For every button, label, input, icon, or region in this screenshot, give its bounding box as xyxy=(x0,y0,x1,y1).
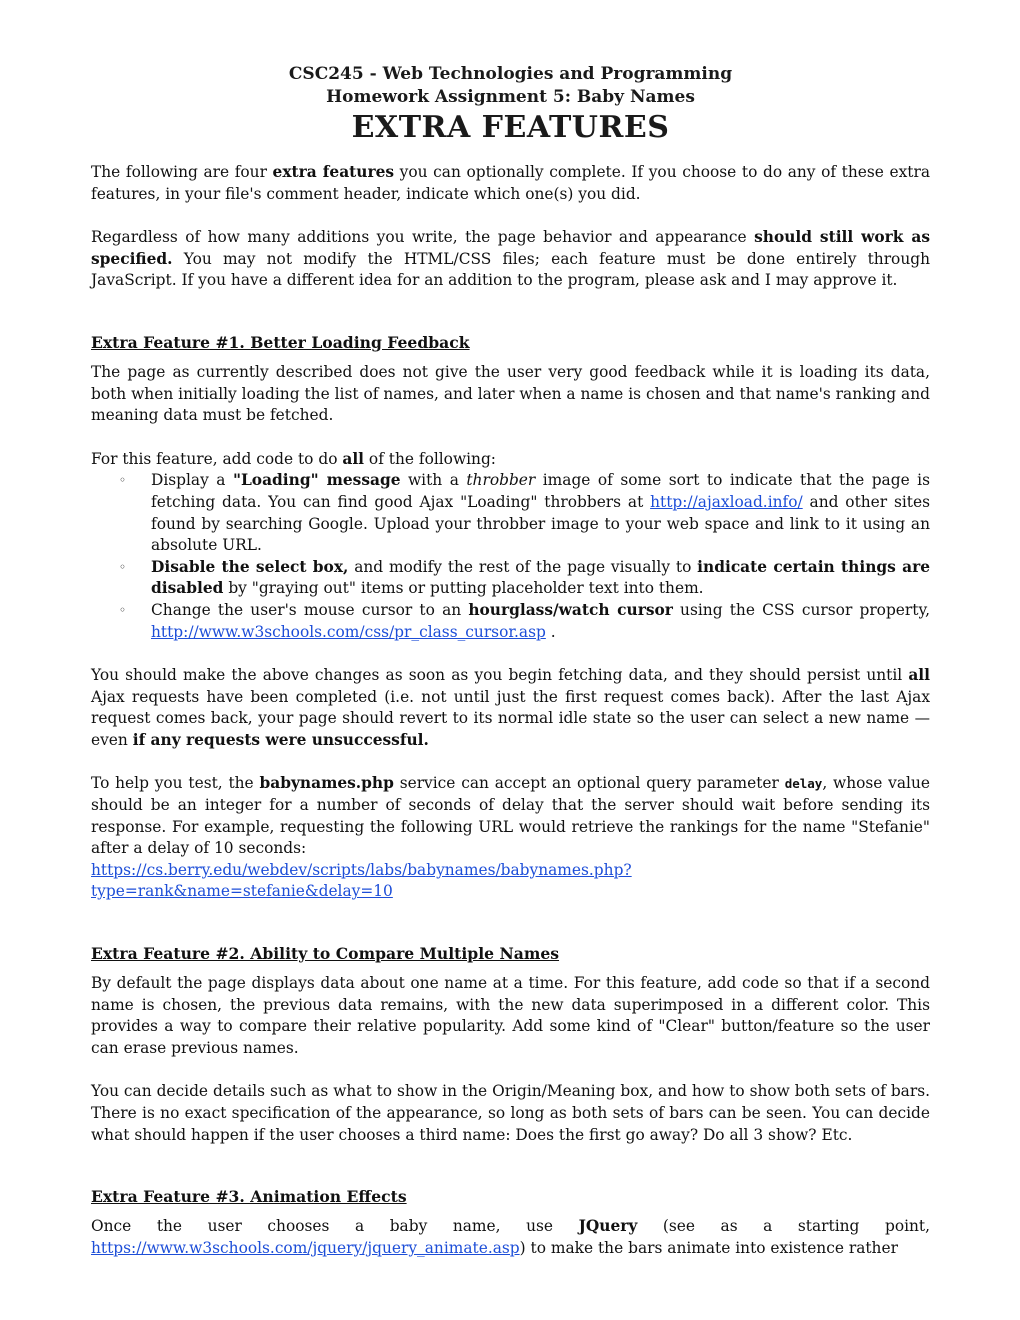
bullet-icon: ◦ xyxy=(119,602,127,617)
feature-3-paragraph-1: Once the user chooses a baby name, use JQuery (see as a starting point, https://www.w3schools.com/jquery/jquery_animate.asp) to make the bars animate into existence rather xyxy=(91,1217,930,1257)
assignment-title: Homework Assignment 5: Baby Names xyxy=(326,87,695,107)
feature-1-paragraph-2: For this feature, add code to do all of the following: xyxy=(91,449,496,468)
jquery-animate-link[interactable]: https://www.w3schools.com/jquery/jquery_animate.asp xyxy=(91,1238,520,1257)
course-title: CSC245 - Web Technologies and Programming xyxy=(288,64,733,84)
feature-1-paragraph-4: To help you test, the babynames.php service can accept an optional query parameter delay, whose value should be an integer for a number of seconds of delay that the server should wait before sending its response. For example, requesting the following URL would retrieve the rankings for the name "Stefanie" after a delay of 10 seconds: https://cs.berry.edu/webdev/scripts/labs/babynames/babynames.php?type=rank&name=stefanie&delay=10 xyxy=(91,774,930,901)
feature-1-paragraph-1: The page as currently described does not give the user very good feedback while it is loading its data, both when initially loading the list of names, and later when a name is chosen and that name's ranking and meaning data must be fetched. xyxy=(91,362,930,425)
intro-paragraph-2: Regardless of how many additions you write, the page behavior and appearance should still work as specified. You may not modify the HTML/CSS files; each feature must be done entirely through JavaScript. If you have a different idea for an addition to the program, please ask and I may approve it. xyxy=(91,228,930,290)
feature-1-list xyxy=(91,470,930,643)
delay-example-link[interactable]: https://cs.berry.edu/webdev/scripts/labs/babynames/babynames.php?type=rank&name=stefanie&delay=10 xyxy=(91,860,632,901)
document-page xyxy=(91,62,930,1259)
feature-2-heading: Extra Feature #2. Ability to Compare Multiple Names xyxy=(91,944,560,964)
list-item: ◦ Change the user's mouse cursor to an hourglass/watch cursor using the CSS cursor property, http://www.w3schools.com/css/pr_class_cursor.asp . xyxy=(119,600,930,641)
feature-1-paragraph-3: You should make the above changes as soon as you begin fetching data, and they should persist until all Ajax requests have been completed (i.e. not until just the first request comes back). After the last Ajax request comes back, your page should revert to its normal idle state so the user can select a new name — even if any requests were unsuccessful. xyxy=(91,666,930,749)
page-title: EXTRA FEATURES xyxy=(351,110,670,145)
bullet-icon: ◦ xyxy=(119,559,127,574)
ajaxload-link[interactable]: http://ajaxload.info/ xyxy=(650,492,803,511)
bullet-icon: ◦ xyxy=(119,473,127,488)
list-item: ◦ Display a "Loading" message with a throbber image of some sort to indicate that the page is fetching data. You can find good Ajax "Loading" throbbers at http://ajaxload.info/ and other sites found by searching Google. Upload your throbber image to your web space and link to it using an absolute URL. xyxy=(119,471,931,555)
feature-2-paragraph-1: By default the page displays data about one name at a time. For this feature, add code so that if a second name is chosen, the previous data remains, with the new data superimposed in a different color. This provides a way to compare their relative popularity. Add some kind of "Clear" button/feature so the user can erase previous names. xyxy=(91,974,930,1057)
intro-paragraph-1: The following are four extra features you can optionally complete. If you choose to do any of these extra features, in your file's comment header, indicate which one(s) you did. xyxy=(91,163,930,203)
w3schools-cursor-link[interactable]: http://www.w3schools.com/css/pr_class_cursor.asp xyxy=(151,622,546,641)
list-item: ◦ Disable the select box, and modify the rest of the page visually to indicate certain things are disabled by "graying out" items or putting placeholder text into them. xyxy=(119,557,930,598)
feature-3-heading: Extra Feature #3. Animation Effects xyxy=(91,1187,407,1207)
feature-1-heading: Extra Feature #1. Better Loading Feedback xyxy=(91,332,470,352)
feature-2-paragraph-2: You can decide details such as what to show in the Origin/Meaning box, and how to show both sets of bars. There is no exact specification of the appearance, so long as both sets of bars can be seen. You can decide what should happen if the user chooses a third name: Does the first go away? Do all 3 show? Etc. xyxy=(91,1082,930,1144)
